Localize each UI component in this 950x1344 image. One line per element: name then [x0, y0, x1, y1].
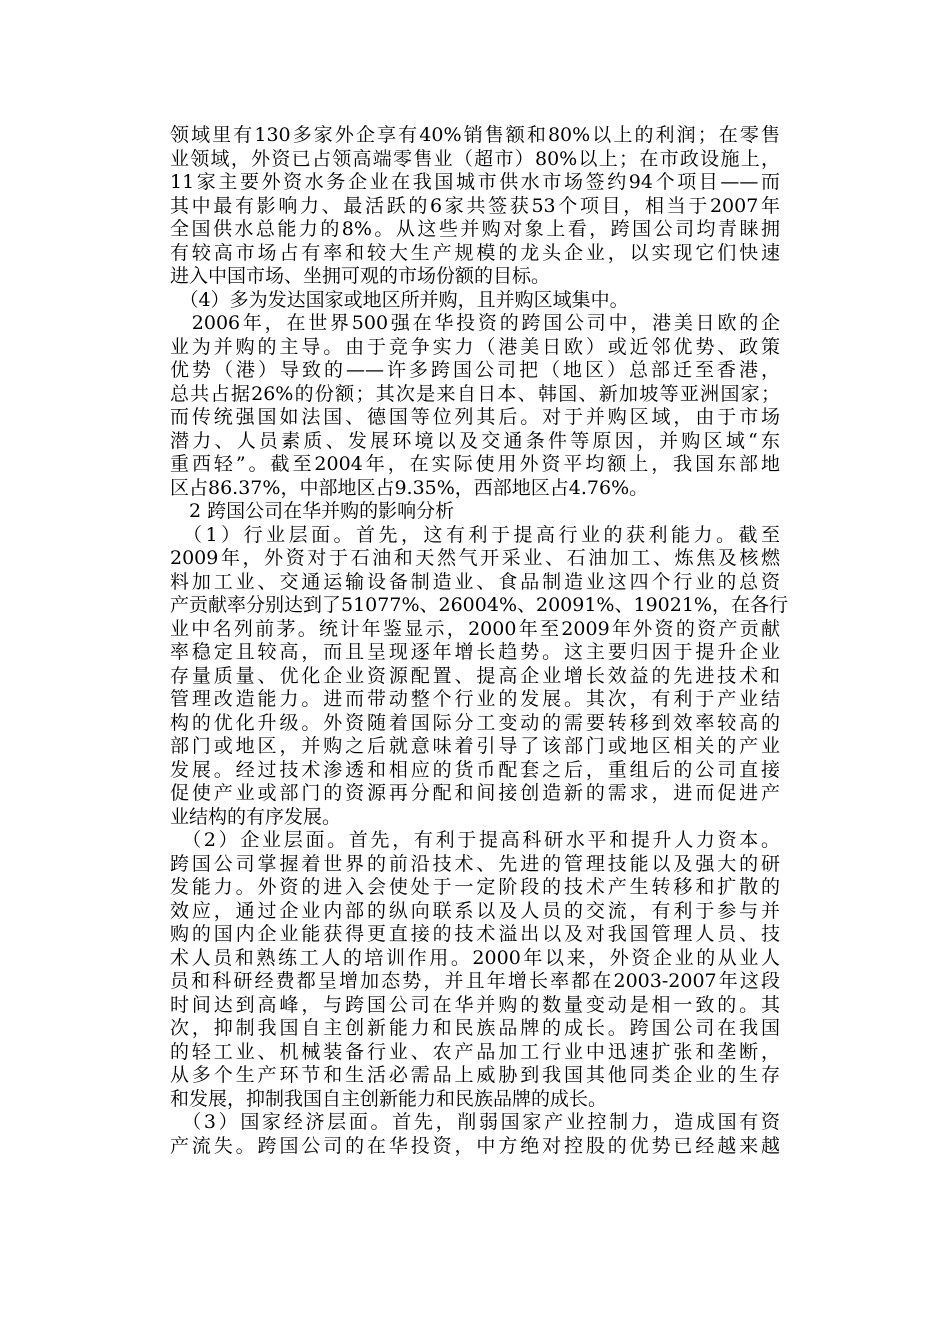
- text-line: 管理改造能力。进而带动整个行业的发展。其次，有利于产业结: [170, 688, 780, 710]
- text-line: 和发展，抑制我国自主创新能力和民族品牌的成长。: [170, 1087, 608, 1110]
- text-line: 发能力。外资的进入会使处于一定阶段的技术产生转移和扩散的: [170, 876, 780, 898]
- text-line: 率稳定且较高，而且呈现逐年增长趋势。这主要归因于提升企业: [170, 641, 780, 663]
- text-line: 构的优化升级。外资随着国际分工变动的需要转移到效率较高的: [170, 711, 780, 734]
- text-line: 购的国内企业能获得更直接的技术溢出以及对我国管理人员、技: [170, 923, 780, 945]
- text-line: 术人员和熟练工人的培训作用。2000年以来，外资企业的从业人: [170, 946, 780, 969]
- text-line: 业为并购的主导。由于竞争实力（港美日欧）或近邻优势、政策: [170, 335, 780, 358]
- document-body: [170, 124, 788, 1158]
- text-line: 料加工业、交通运输设备制造业、食品制造业这四个行业的总资: [170, 570, 780, 593]
- text-line: 其中最有影响力、最活跃的6家共签获53个项目，相当于2007年: [170, 194, 780, 217]
- text-line: （4）多为发达国家或地区所并购，且并购区域集中。: [170, 288, 629, 311]
- text-line: 业领域，外资已占领高端零售业（超市）80%以上；在市政设施上，: [170, 147, 780, 170]
- text-line: 进入中国市场、坐拥可观的市场份额的目标。: [170, 265, 551, 287]
- text-line: 促使产业或部门的资源再分配和间接创造新的需求，进而促进产: [170, 782, 780, 804]
- text-line: 优势（港）导致的——许多跨国公司把（地区）总部迁至香港，: [170, 359, 780, 381]
- text-line: 业结构的有序发展。: [170, 805, 342, 828]
- text-line: （2）企业层面。首先，有利于提高科研水平和提升人力资本。: [170, 829, 780, 851]
- text-line: 2006年，在世界500强在华投资的跨国公司中，港美日欧的企: [170, 312, 780, 334]
- text-line: 从多个生产环节和生活必需品上威胁到我国其他同类企业的生存: [170, 1064, 780, 1086]
- text-line: 全国供水总能力的8%。从这些并购对象上看，跨国公司均青睐拥: [170, 218, 780, 240]
- text-line: 潜力、人员素质、发展环境以及交通条件等原因，并购区域“东: [170, 429, 780, 452]
- text-line: 部门或地区，并购之后就意味着引导了该部门或地区相关的产业: [170, 735, 780, 757]
- text-line: 产流失。跨国公司的在华投资，中方绝对控股的优势已经越来越: [170, 1134, 780, 1157]
- text-line: 领域里有130多家外企享有40%销售额和80%以上的利润；在零售: [170, 124, 780, 146]
- text-line: 而传统强国如法国、德国等位列其后。对于并购区域，由于市场: [170, 406, 780, 428]
- text-line: 2 跨国公司在华并购的影响分析: [170, 500, 455, 522]
- text-line: 时间达到高峰，与跨国公司在华并购的数量变动是相一致的。其: [170, 993, 780, 1016]
- text-line: 效应，通过企业内部的纵向联系以及人员的交流，有利于参与并: [170, 899, 780, 922]
- text-line: （3）国家经济层面。首先，削弱国家产业控制力，造成国有资: [170, 1111, 780, 1133]
- text-line: （1）行业层面。首先，这有利于提高行业的获利能力。截至: [170, 523, 780, 546]
- text-line: 有较高市场占有率和较大生产规模的龙头企业，以实现它们快速: [170, 241, 780, 264]
- text-line: 存量质量、优化企业资源配置、提高企业增长效益的先进技术和: [170, 664, 780, 687]
- text-line: 发展。经过技术渗透和相应的货币配套之后，重组后的公司直接: [170, 758, 780, 781]
- text-line: 产贡献率分别达到了51077%、26004%、20091%、19021%，在各行: [170, 594, 788, 616]
- text-line: 员和科研经费都呈增加态势，并且年增长率都在2003-2007年这段: [170, 970, 780, 992]
- text-line: 11家主要外资水务企业在我国城市供水市场签约94个项目——而: [170, 171, 780, 193]
- text-line: 跨国公司掌握着世界的前沿技术、先进的管理技能以及强大的研: [170, 852, 780, 875]
- text-line: 2009年，外资对于石油和天然气开采业、石油加工、炼焦及核燃: [170, 547, 780, 569]
- text-line: 的轻工业、机械装备行业、农产品加工行业中迅速扩张和垄断，: [170, 1040, 780, 1063]
- text-line: 总共占据26%的份额；其次是来自日本、韩国、新加坡等亚洲国家；: [170, 382, 780, 405]
- text-line: 次，抑制我国自主创新能力和民族品牌的成长。跨国公司在我国: [170, 1017, 780, 1039]
- text-line: 重西轻”。截至2004年，在实际使用外资平均额上，我国东部地: [170, 453, 780, 475]
- text-line: 业中名列前茅。统计年鉴显示，2000年至2009年外资的资产贡献: [170, 617, 780, 640]
- text-line: 区占86.37%，中部地区占9.35%，西部地区占4.76%。: [170, 476, 649, 499]
